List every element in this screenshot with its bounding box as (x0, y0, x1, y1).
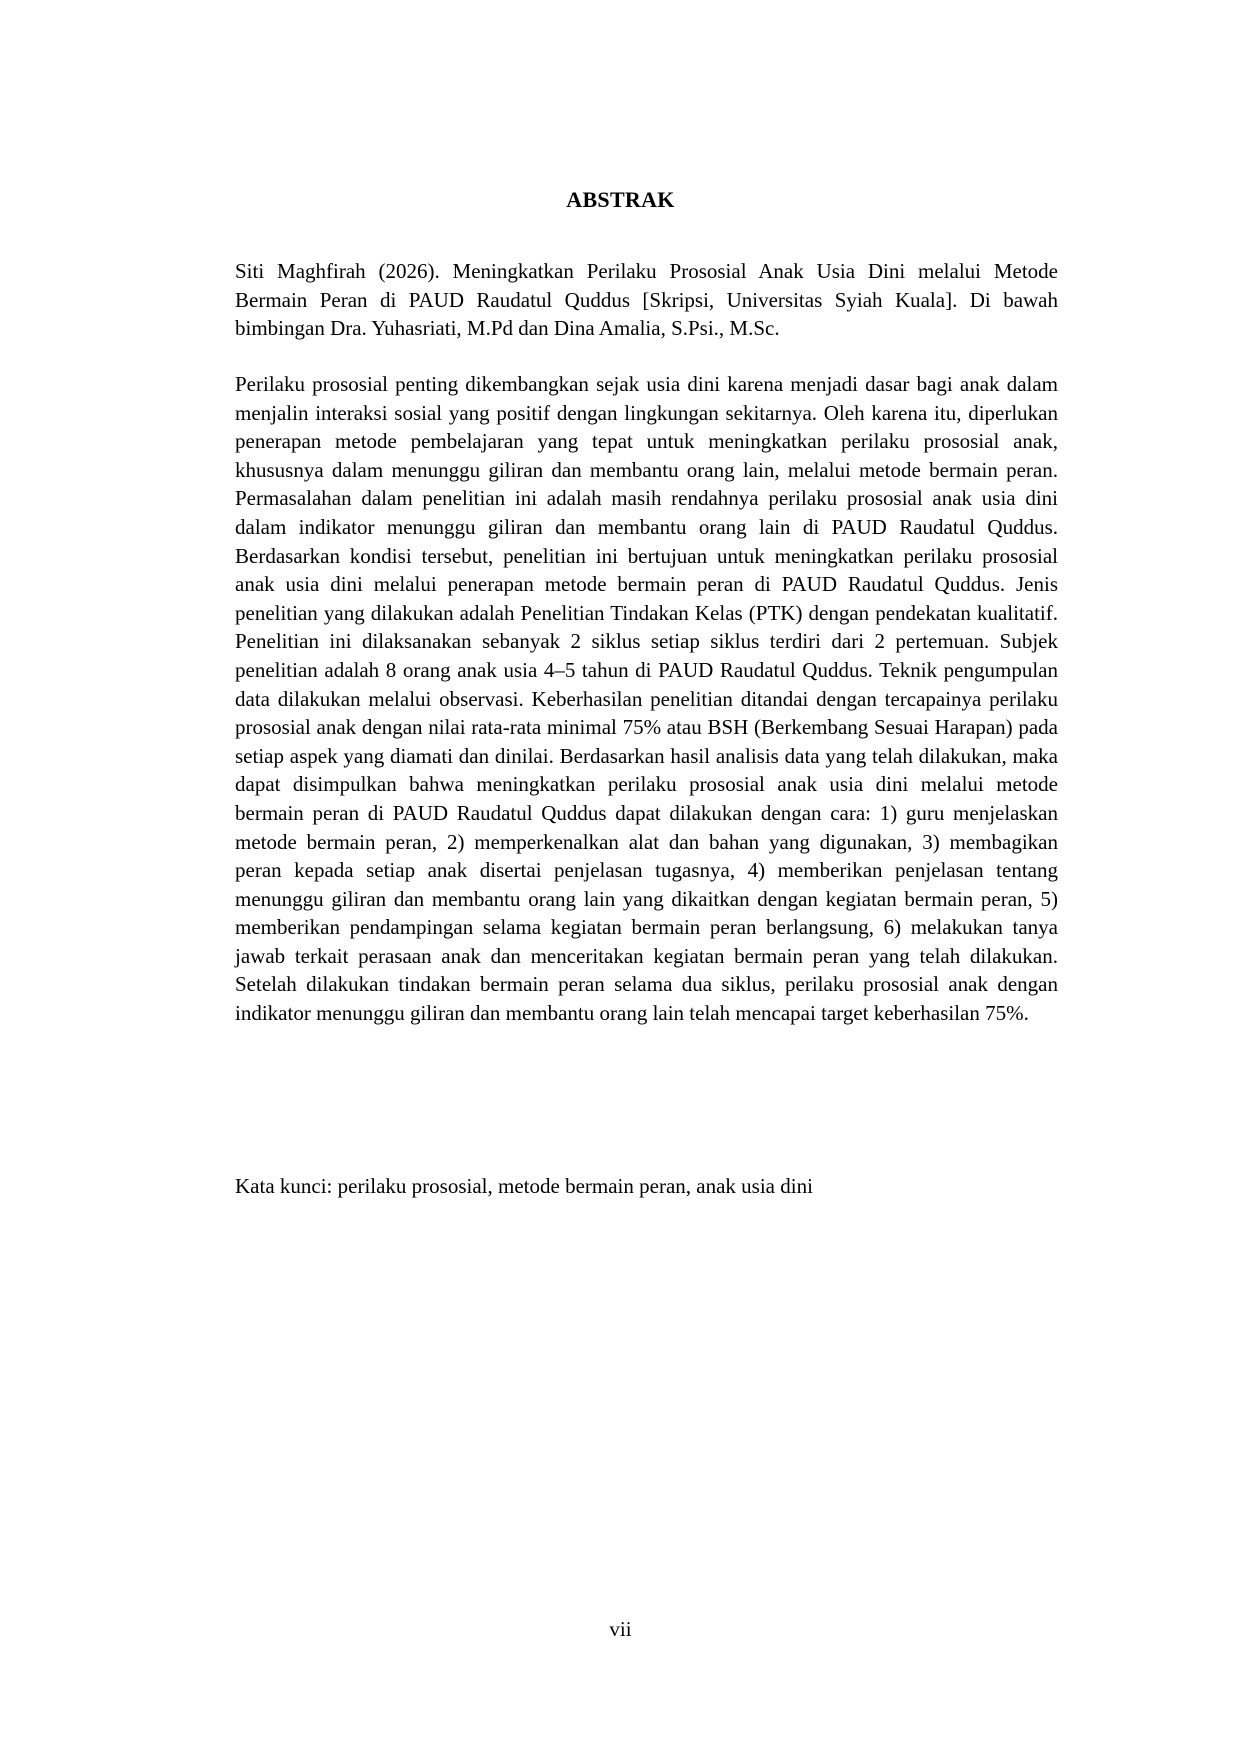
citation-paragraph: Siti Maghfirah (2026). Meningkatkan Perilaku Prososial Anak Usia Dini melalui Metode Bermain Peran di PAUD Raudatul Quddus [Skripsi, Universitas Syiah Kuala]. Di bawah bimbingan Dra. Yuhasriati, M.Pd dan Dina Amalia, S.Psi., M.Sc. (235, 259, 1058, 341)
page-title: ABSTRAK (566, 187, 675, 212)
page-number: vii (609, 1617, 632, 1641)
keywords-line: Kata kunci: perilaku prososial, metode bermain peran, anak usia dini (235, 1174, 813, 1198)
abstract-paragraph: Perilaku prososial penting dikembangkan sejak usia dini karena menjadi dasar bagi anak dalam menjalin interaksi sosial yang positif dengan lingkungan sekitarnya. Oleh karena itu, diperlukan penerapan metode pembelajaran yang tepat untuk meningkatkan perilaku prososial anak, khususnya dalam menunggu giliran dan membantu orang lain, melalui metode bermain peran. Permasalahan dalam penelitian ini adalah masih rendahnya perilaku prososial anak usia dini dalam indikator menunggu giliran dan membantu orang lain di PAUD Raudatul Quddus. Berdasarkan kondisi tersebut, penelitian ini bertujuan untuk meningkatkan perilaku prososial anak usia dini melalui penerapan metode bermain peran di PAUD Raudatul Quddus. Jenis penelitian yang dilakukan adalah Penelitian Tindakan Kelas (PTK) dengan pendekatan kualitatif. Penelitian ini dilaksanakan sebanyak 2 siklus setiap siklus terdiri dari 2 pertemuan. Subjek penelitian adalah 8 orang anak usia 4–5 tahun di PAUD Raudatul Quddus. Teknik pengumpulan data dilakukan melalui observasi. Keberhasilan penelitian ditandai dengan tercapainya perilaku prososial anak dengan nilai rata-rata minimal 75% atau BSH (Berkembang Sesuai Harapan) pada setiap aspek yang diamati dan dinilai. Berdasarkan hasil analisis data yang telah dilakukan, maka dapat disimpulkan bahwa meningkatkan perilaku prososial anak usia dini melalui metode bermain peran di PAUD Raudatul Quddus dapat dilakukan dengan cara: 1) guru menjelaskan metode bermain peran, 2) memperkenalkan alat dan bahan yang digunakan, 3) membagikan peran kepada setiap anak disertai penjelasan tugasnya, 4) memberikan penjelasan tentang menunggu giliran dan membantu orang lain yang dikaitkan dengan kegiatan bermain peran, 5) memberikan pendampingan selama kegiatan bermain peran berlangsung, 6) melakukan tanya jawab terkait perasaan anak dan menceritakan kegiatan bermain peran yang telah dilakukan. Setelah dilakukan tindakan bermain peran selama dua siklus, perilaku prososial anak dengan indikator menunggu giliran dan membantu orang lain telah mencapai target keberhasilan 75%. (235, 372, 1058, 1026)
